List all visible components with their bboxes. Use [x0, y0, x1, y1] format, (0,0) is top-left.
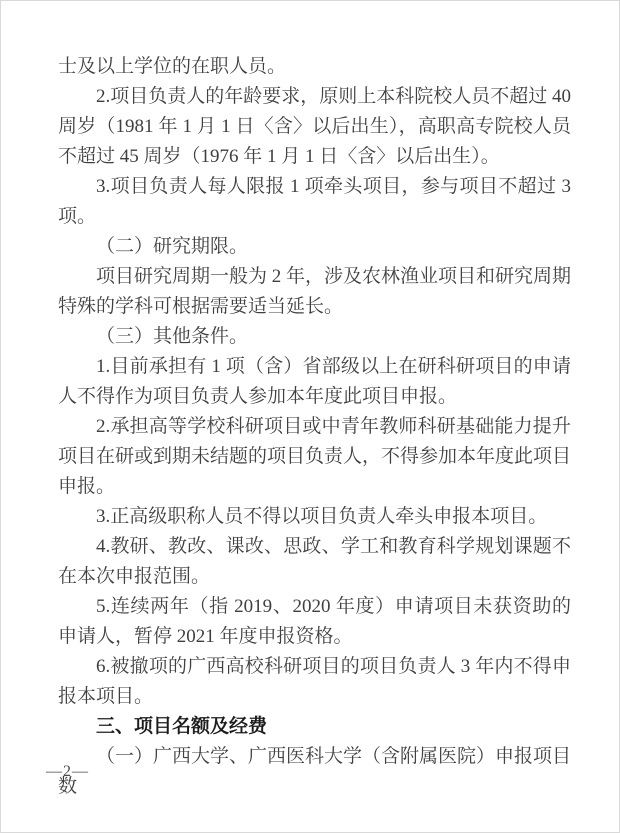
para-item3-project-limit: 3.项目负责人每人限报 1 项牵头项目，参与项目不超过 3 项。: [58, 176, 571, 227]
para-research-period-detail: 项目研究周期一般为 2 年，涉及农林渔业项目和研究周期特殊的学科可根据需要适当延长。: [58, 266, 572, 317]
para-section3-other-conditions-heading: （三）其他条件。: [96, 326, 249, 347]
para-degree-requirement-continuation: 士及以上学位的在职人员。: [58, 56, 287, 77]
heading-section3-quota-and-funding: 三、项目名额及经费: [96, 716, 268, 737]
para-condition5-two-year-suspension: 5.连续两年（指 2019、2020 年度）申请项目未获资助的申请人，暂停 2021 年度申报资格。: [58, 596, 571, 647]
para-condition2-unfinished-project: 2.承担高等学校科研项目或中青年教师科研基础能力提升项目在研或到期未结题的项目负责人，不得参加本年度此项目申报。: [58, 416, 572, 497]
para-condition6-revoked-project-ban: 6.被撤项的广西高校科研项目的项目负责人 3 年内不得申报本项目。: [58, 656, 571, 707]
para-condition3-senior-title-restriction: 3.正高级职称人员不得以项目负责人牵头申报本项目。: [96, 506, 548, 527]
para-condition4-excluded-topics: 4.教研、教改、课改、思政、学工和教育科学规划课题不在本次申报范围。: [58, 536, 571, 587]
document-body: [58, 52, 571, 802]
page-number: —2—: [46, 763, 89, 780]
para-item2-age-requirement: 2.项目负责人的年龄要求，原则上本科院校人员不超过 40 周岁（1981 年 1 月 1 日〈含〉以后出生），高职高专院校人员不超过 45 周岁（1976 年 1 月 1 日〈含〉以后出生）。: [58, 86, 572, 167]
para-guangxi-university-quota: （一）广西大学、广西医科大学（含附属医院）申报项目数: [58, 746, 572, 797]
para-condition1-ongoing-provincial-project: 1.目前承担有 1 项（含）省部级以上在研科研项目的申请人不得作为项目负责人参加本年度此项目申报。: [58, 356, 571, 407]
para-section2-research-period-heading: （二）研究期限。: [96, 236, 249, 257]
